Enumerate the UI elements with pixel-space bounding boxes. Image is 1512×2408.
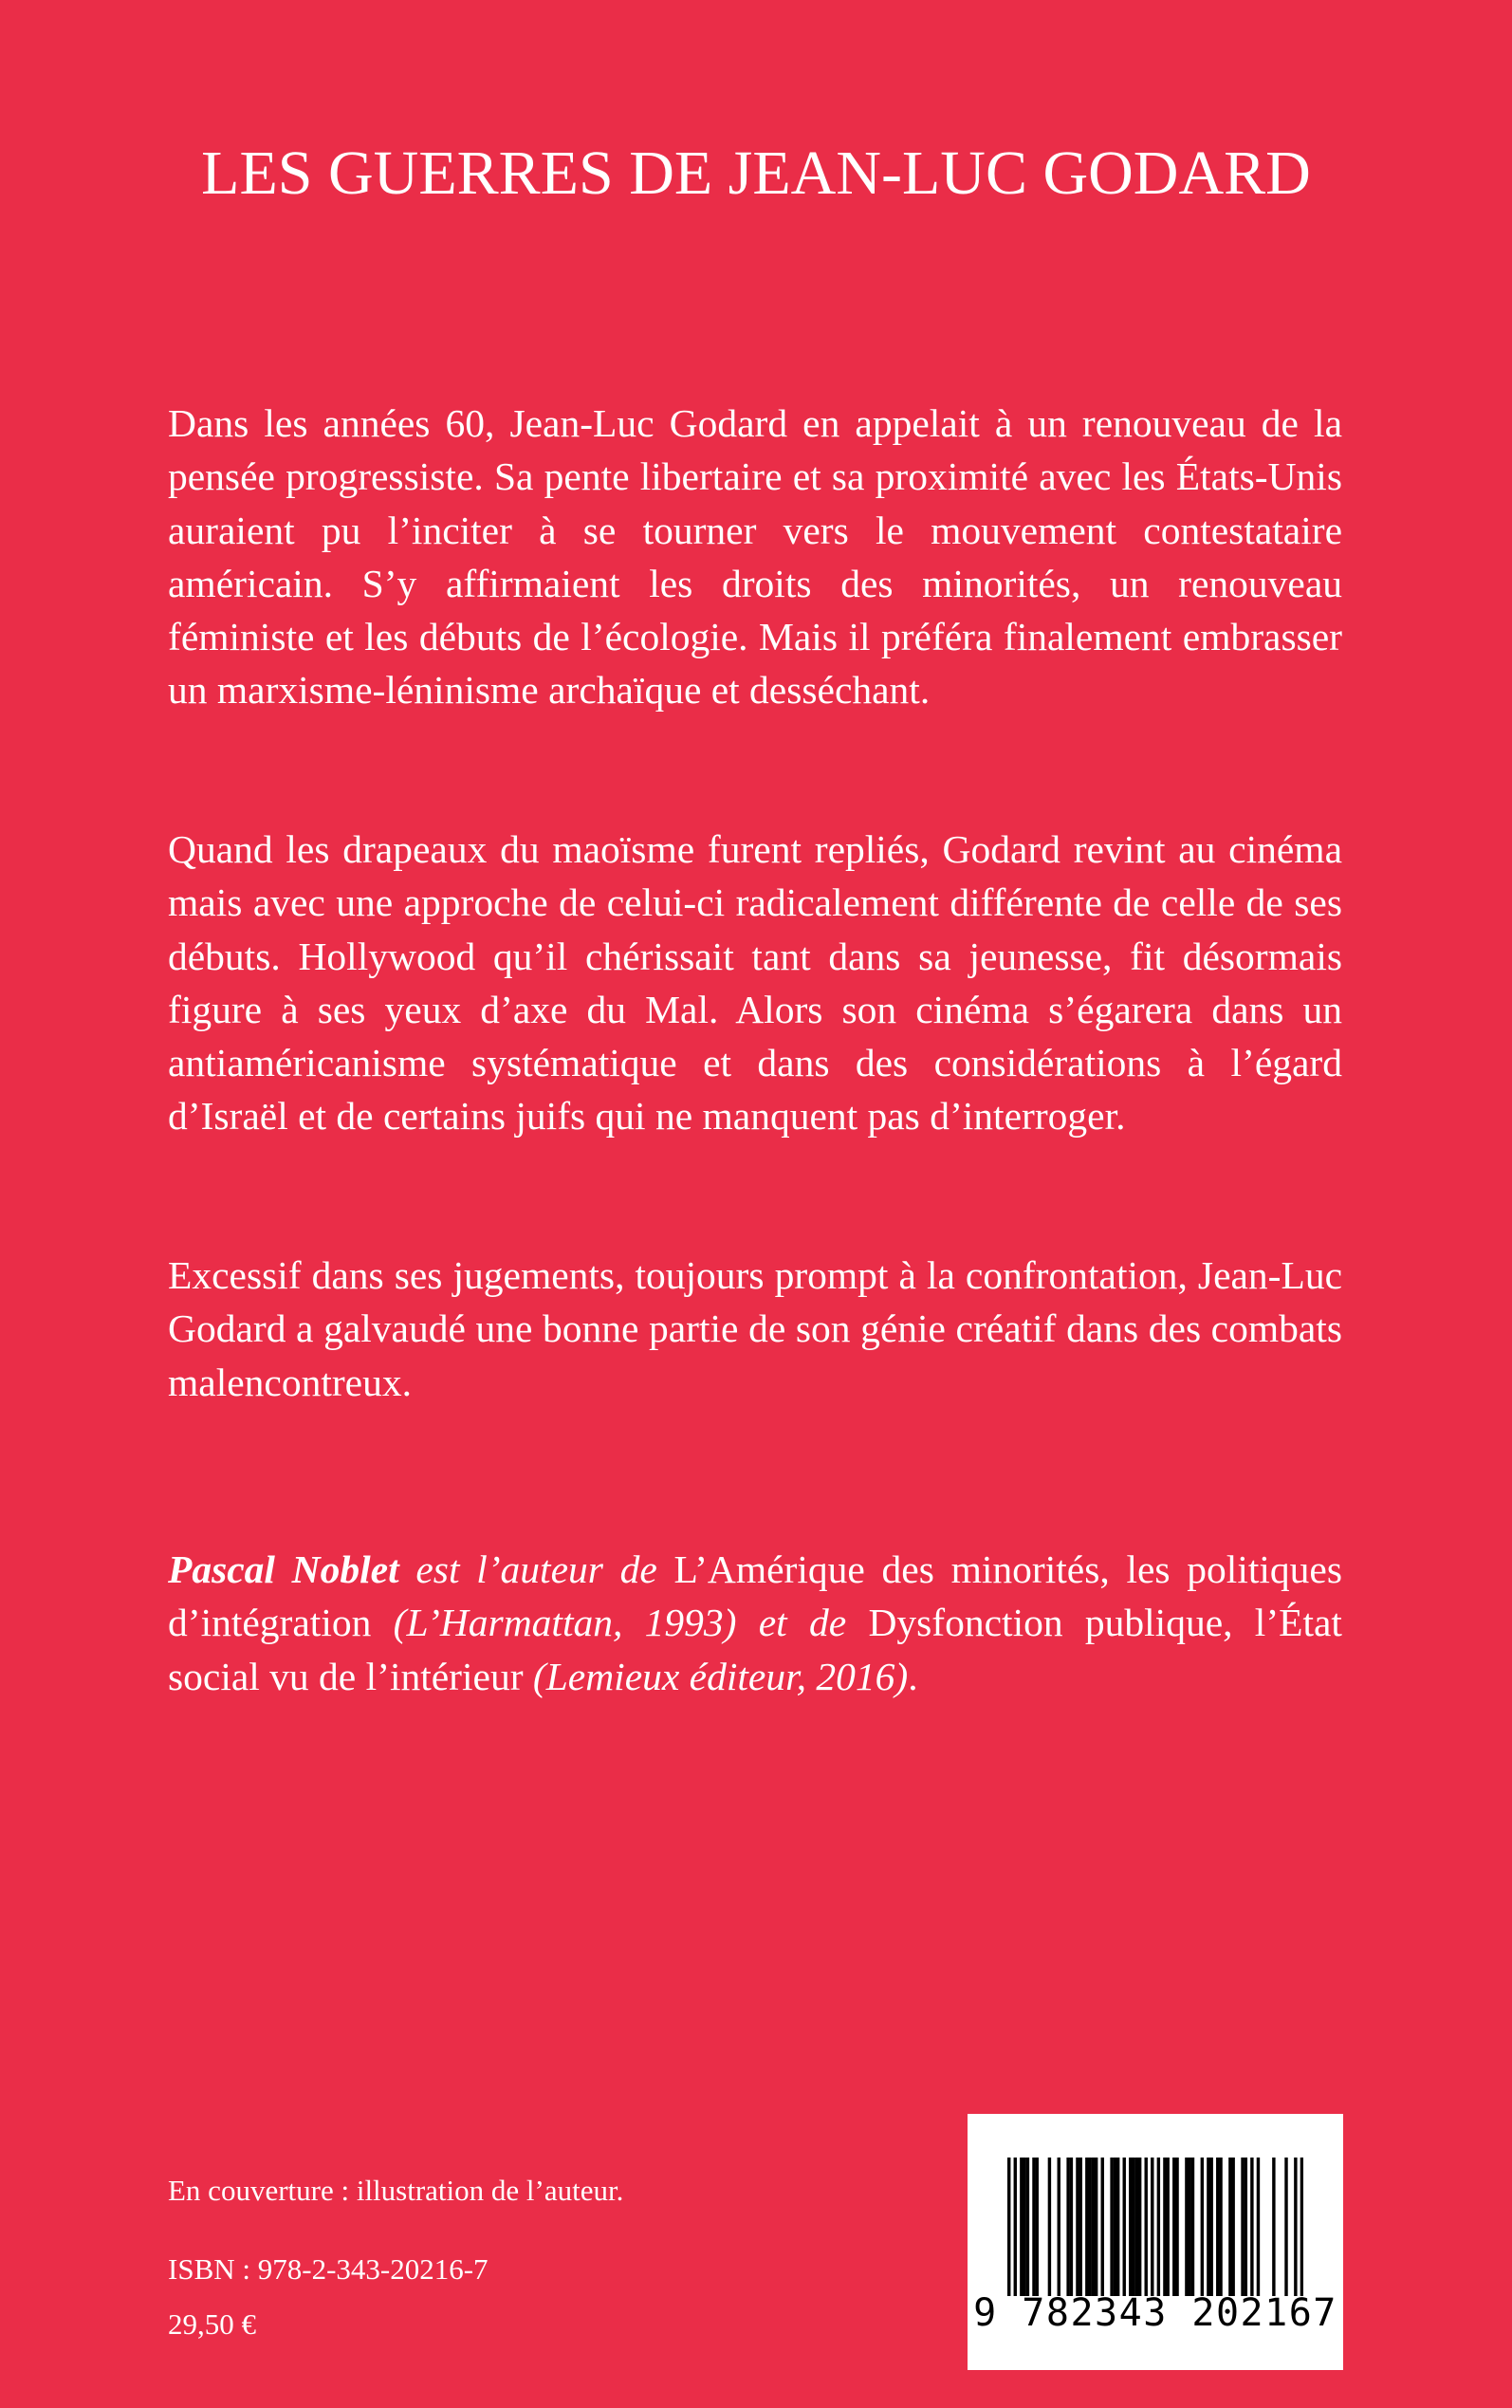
barcode-bar	[1257, 2158, 1260, 2296]
barcode-bar	[1085, 2158, 1088, 2296]
barcode-bar	[1026, 2158, 1029, 2296]
cover-credit: En couverture : illustration de l’auteur.	[168, 2174, 624, 2207]
barcode-bar	[1032, 2158, 1035, 2296]
barcode-bar	[1175, 2158, 1178, 2296]
barcode-bar	[1101, 2158, 1104, 2296]
barcode-bar	[1076, 2158, 1079, 2296]
barcode-bar	[1172, 2158, 1175, 2296]
barcode-digits: 9 782343 202167	[973, 2291, 1337, 2335]
barcode-bar	[1129, 2158, 1132, 2296]
author-bio-end: .	[908, 1654, 918, 1698]
barcode-bar	[1201, 2158, 1204, 2296]
barcode-bar	[1300, 2158, 1303, 2296]
barcode-bar	[1207, 2158, 1209, 2296]
author-bio-intro: est l’auteur de	[398, 1547, 674, 1591]
barcode-bar	[1157, 2158, 1160, 2296]
barcode-bar	[1070, 2158, 1073, 2296]
book-title: LES GUERRES DE JEAN-LUC GODARD	[201, 139, 1311, 208]
barcode-bar	[1216, 2158, 1219, 2296]
barcode-bar	[1241, 2158, 1244, 2296]
price: 29,50 €	[168, 2307, 256, 2341]
barcode-bar	[1294, 2158, 1297, 2296]
barcode-bar	[1088, 2158, 1091, 2296]
barcode-bar	[1250, 2158, 1253, 2296]
barcode-bar	[1219, 2158, 1222, 2296]
blurb-paragraph-1: Dans les années 60, Jean-Luc Godard en appelait à un renouveau de la pensée progressiste. Sa pente libertaire et sa proximité avec les États-Unis auraient pu l’inciter à se tourner vers le mouvement contestataire américain. S’y affirmaient les droits des minorités, un renouveau féministe et les débuts de l’écologie. Mais il préféra finalement embrasser un marxisme-léninisme archaïque et desséchant.	[168, 401, 1342, 713]
barcode-bar	[1014, 2158, 1017, 2296]
barcode-bar	[1116, 2158, 1119, 2296]
blurb-paragraph-2: Quand les drapeaux du maoïsme furent repliés, Godard revint au cinéma mais avec une approche de celui-ci radicalement différente de celle de ses débuts. Hollywood qu’il chérissait tant dans sa jeunesse, fit désormais figure à ses yeux d’axe du Mal. Alors son cinéma s’égarera dans un antiaméricanisme systématique et dans des considérations à l’égard d’Israël et de certains juifs qui ne manquent pas d’interroger.	[168, 827, 1342, 1139]
barcode-bar	[1138, 2158, 1141, 2296]
barcode-bar	[1163, 2158, 1166, 2296]
barcode-bars	[1007, 2158, 1303, 2296]
barcode-bar	[1066, 2158, 1069, 2296]
author-book-2-publisher: (Lemieux éditeur, 2016)	[532, 1654, 909, 1698]
barcode-bar	[1079, 2158, 1082, 2296]
barcode-bar	[1245, 2158, 1247, 2296]
barcode-bar	[1110, 2158, 1113, 2296]
barcode	[968, 2114, 1343, 2370]
isbn: ISBN : 978-2-343-20216-7	[168, 2252, 489, 2286]
barcode-bar	[1135, 2158, 1138, 2296]
barcode-bar	[1166, 2158, 1169, 2296]
barcode-bar	[1020, 2158, 1023, 2296]
barcode-bar	[1145, 2158, 1148, 2296]
barcode-bar	[1284, 2158, 1287, 2296]
barcode-bar	[1092, 2158, 1095, 2296]
author-book-1-publisher: (L’Harmattan, 1993) et de	[393, 1601, 869, 1645]
barcode-bar	[1191, 2158, 1194, 2296]
author-bio	[168, 1543, 1342, 1703]
barcode-bar	[1123, 2158, 1126, 2296]
barcode-bar	[1188, 2158, 1190, 2296]
author-book-1-title: L’Amérique des minorités, les politiques d’intégration	[168, 1547, 1342, 1645]
barcode-bar	[1036, 2158, 1039, 2296]
barcode-bar	[1114, 2158, 1116, 2296]
barcode-bar	[1228, 2158, 1231, 2296]
barcode-bar	[1095, 2158, 1097, 2296]
barcode-bar	[1151, 2158, 1153, 2296]
barcode-bar	[1231, 2158, 1234, 2296]
barcode-bar	[1132, 2158, 1134, 2296]
barcode-bar	[1272, 2158, 1275, 2296]
barcode-bar	[1209, 2158, 1212, 2296]
barcode-bar	[1048, 2158, 1051, 2296]
barcode-bar	[1185, 2158, 1188, 2296]
author-book-2-title: Dysfonction publique, l’État social vu de l’intérieur	[168, 1601, 1342, 1698]
barcode-bar	[1023, 2158, 1025, 2296]
barcode-bar	[1058, 2158, 1060, 2296]
blurb-paragraph-3: Excessif dans ses jugements, toujours prompt à la confrontation, Jean-Luc Godard a galvaudé une bonne partie de son génie créatif dans des combats malencontreux.	[168, 1253, 1342, 1404]
barcode-bar	[1007, 2158, 1010, 2296]
author-name: Pascal Noblet	[168, 1547, 399, 1591]
